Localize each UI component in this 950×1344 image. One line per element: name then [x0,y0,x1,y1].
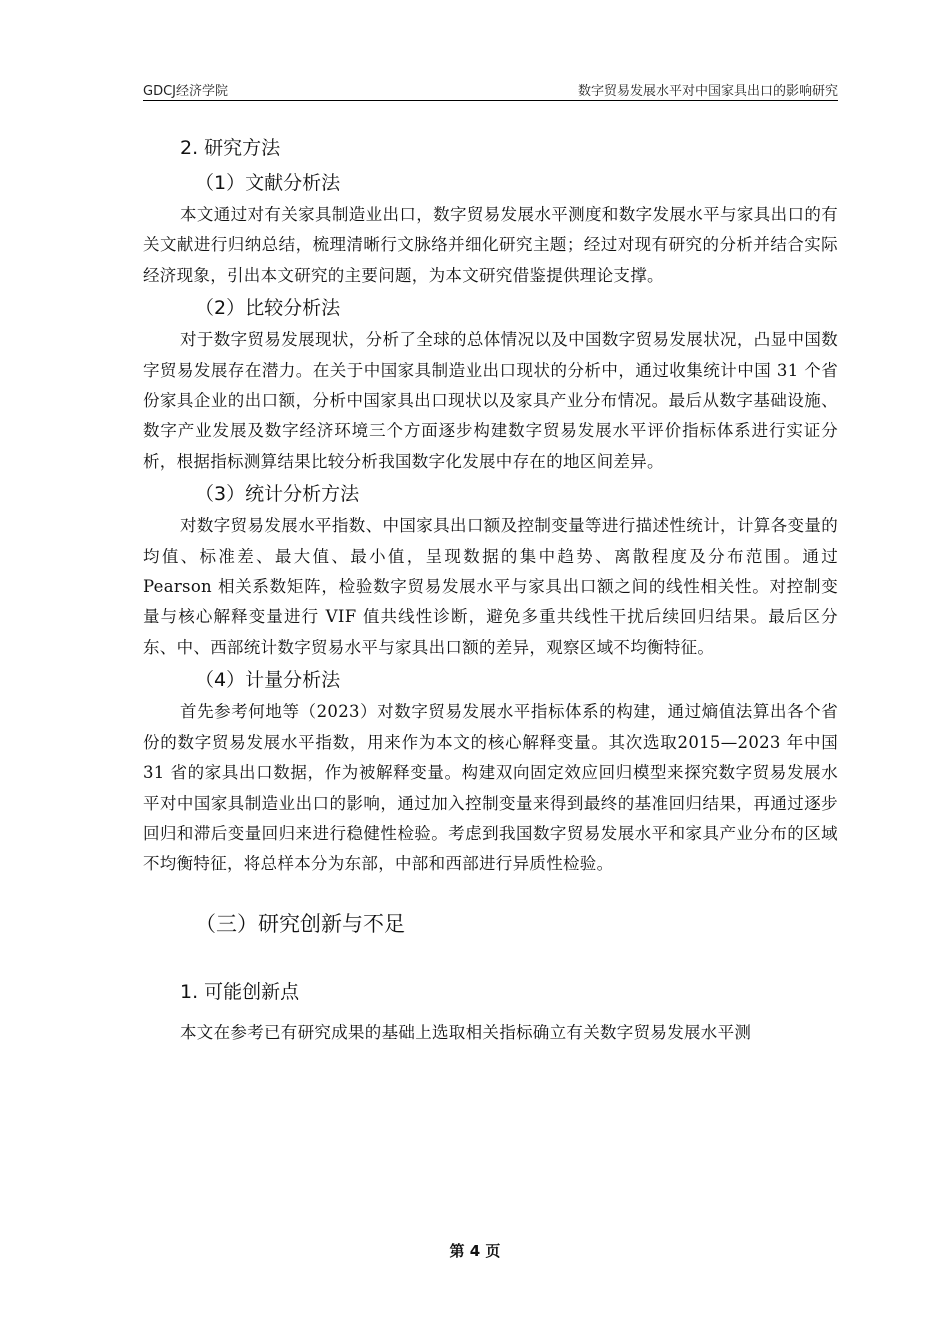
header-paper-title: 数字贸易发展水平对中国家具出口的影响研究 [577,84,838,99]
paragraph-statistical: 对数字贸易发展水平指数、中国家具出口额及控制变量等进行描述性统计，计算各变量的均值、标准差、最大值、最小值，呈现数据的集中趋势、离散程度及分布范围。通过 Pearson 相关系数矩阵，检验数字贸易发展水平与家具出口额之间的线性相关性。对控制变量与核心解释变量进行 VIF 值共线性诊断，避免多重共线性干扰后续回归结果。最后区分东、中、西部统计数字贸易水平与家具出口额的差异，观察区域不均衡特征。 [143,516,838,657]
subsection-heading-innovation-points: 1. 可能创新点 [180,980,300,1003]
subsection-heading-statistical: （3）统计分析方法 [195,483,360,506]
section-heading-innovation: （三）研究创新与不足 [195,911,405,936]
subsection-heading-econometric: （4）计量分析法 [195,669,341,692]
paragraph-literature: 本文通过对有关家具制造业出口，数字贸易发展水平测度和数字发展水平与家具出口的有关文献进行归纳总结，梳理清晰行文脉络并细化研究主题；经过对现有研究的分析并结合实际经济现象，引出本文研究的主要问题，为本文研究借鉴提供理论支撑。 [143,205,838,285]
page-header [143,78,838,101]
paragraph-comparative: 对于数字贸易发展现状，分析了全球的总体情况以及中国数字贸易发展状况，凸显中国数字贸易发展存在潜力。在关于中国家具制造业出口现状的分析中，通过收集统计中国 31 个省份家具企业的出口额，分析中国家具出口现状以及家具产业分布情况。最后从数字基础设施、数字产业发展及数字经济环境三个方面逐步构建数字贸易发展水平评价指标体系进行实证分析，根据指标测算结果比较分析我国数字化发展中存在的地区间差异。 [143,330,838,471]
subsection-heading-comparative: （2）比较分析法 [195,297,341,320]
page-number: 第 4 页 [449,1242,501,1260]
paragraph-econometric: 首先参考何地等（2023）对数字贸易发展水平指标体系的构建，通过熵值法算出各个省份的数字贸易发展水平指数，用来作为本文的核心解释变量。其次选取2015—2023 年中国 31 省的家具出口数据，作为被解释变量。构建双向固定效应回归模型来探究数字贸易发展水平对中国家具制造业出口的影响，通过加入控制变量来得到最终的基准回归结果，再通过逐步回归和滞后变量回归来进行稳健性检验。考虑到我国数字贸易发展水平和家具产业分布的区域不均衡特征，将总样本分为东部，中部和西部进行异质性检验。 [143,702,838,874]
subsection-heading-literature: （1）文献分析法 [195,172,341,194]
header-institution: GDCJ经济学院 [143,84,228,99]
section-heading-methods: 2. 研究方法 [180,137,281,159]
paragraph-innovation-points: 本文在参考已有研究成果的基础上选取相关指标确立有关数字贸易发展水平测 [180,1022,752,1042]
page-body [143,120,838,1048]
